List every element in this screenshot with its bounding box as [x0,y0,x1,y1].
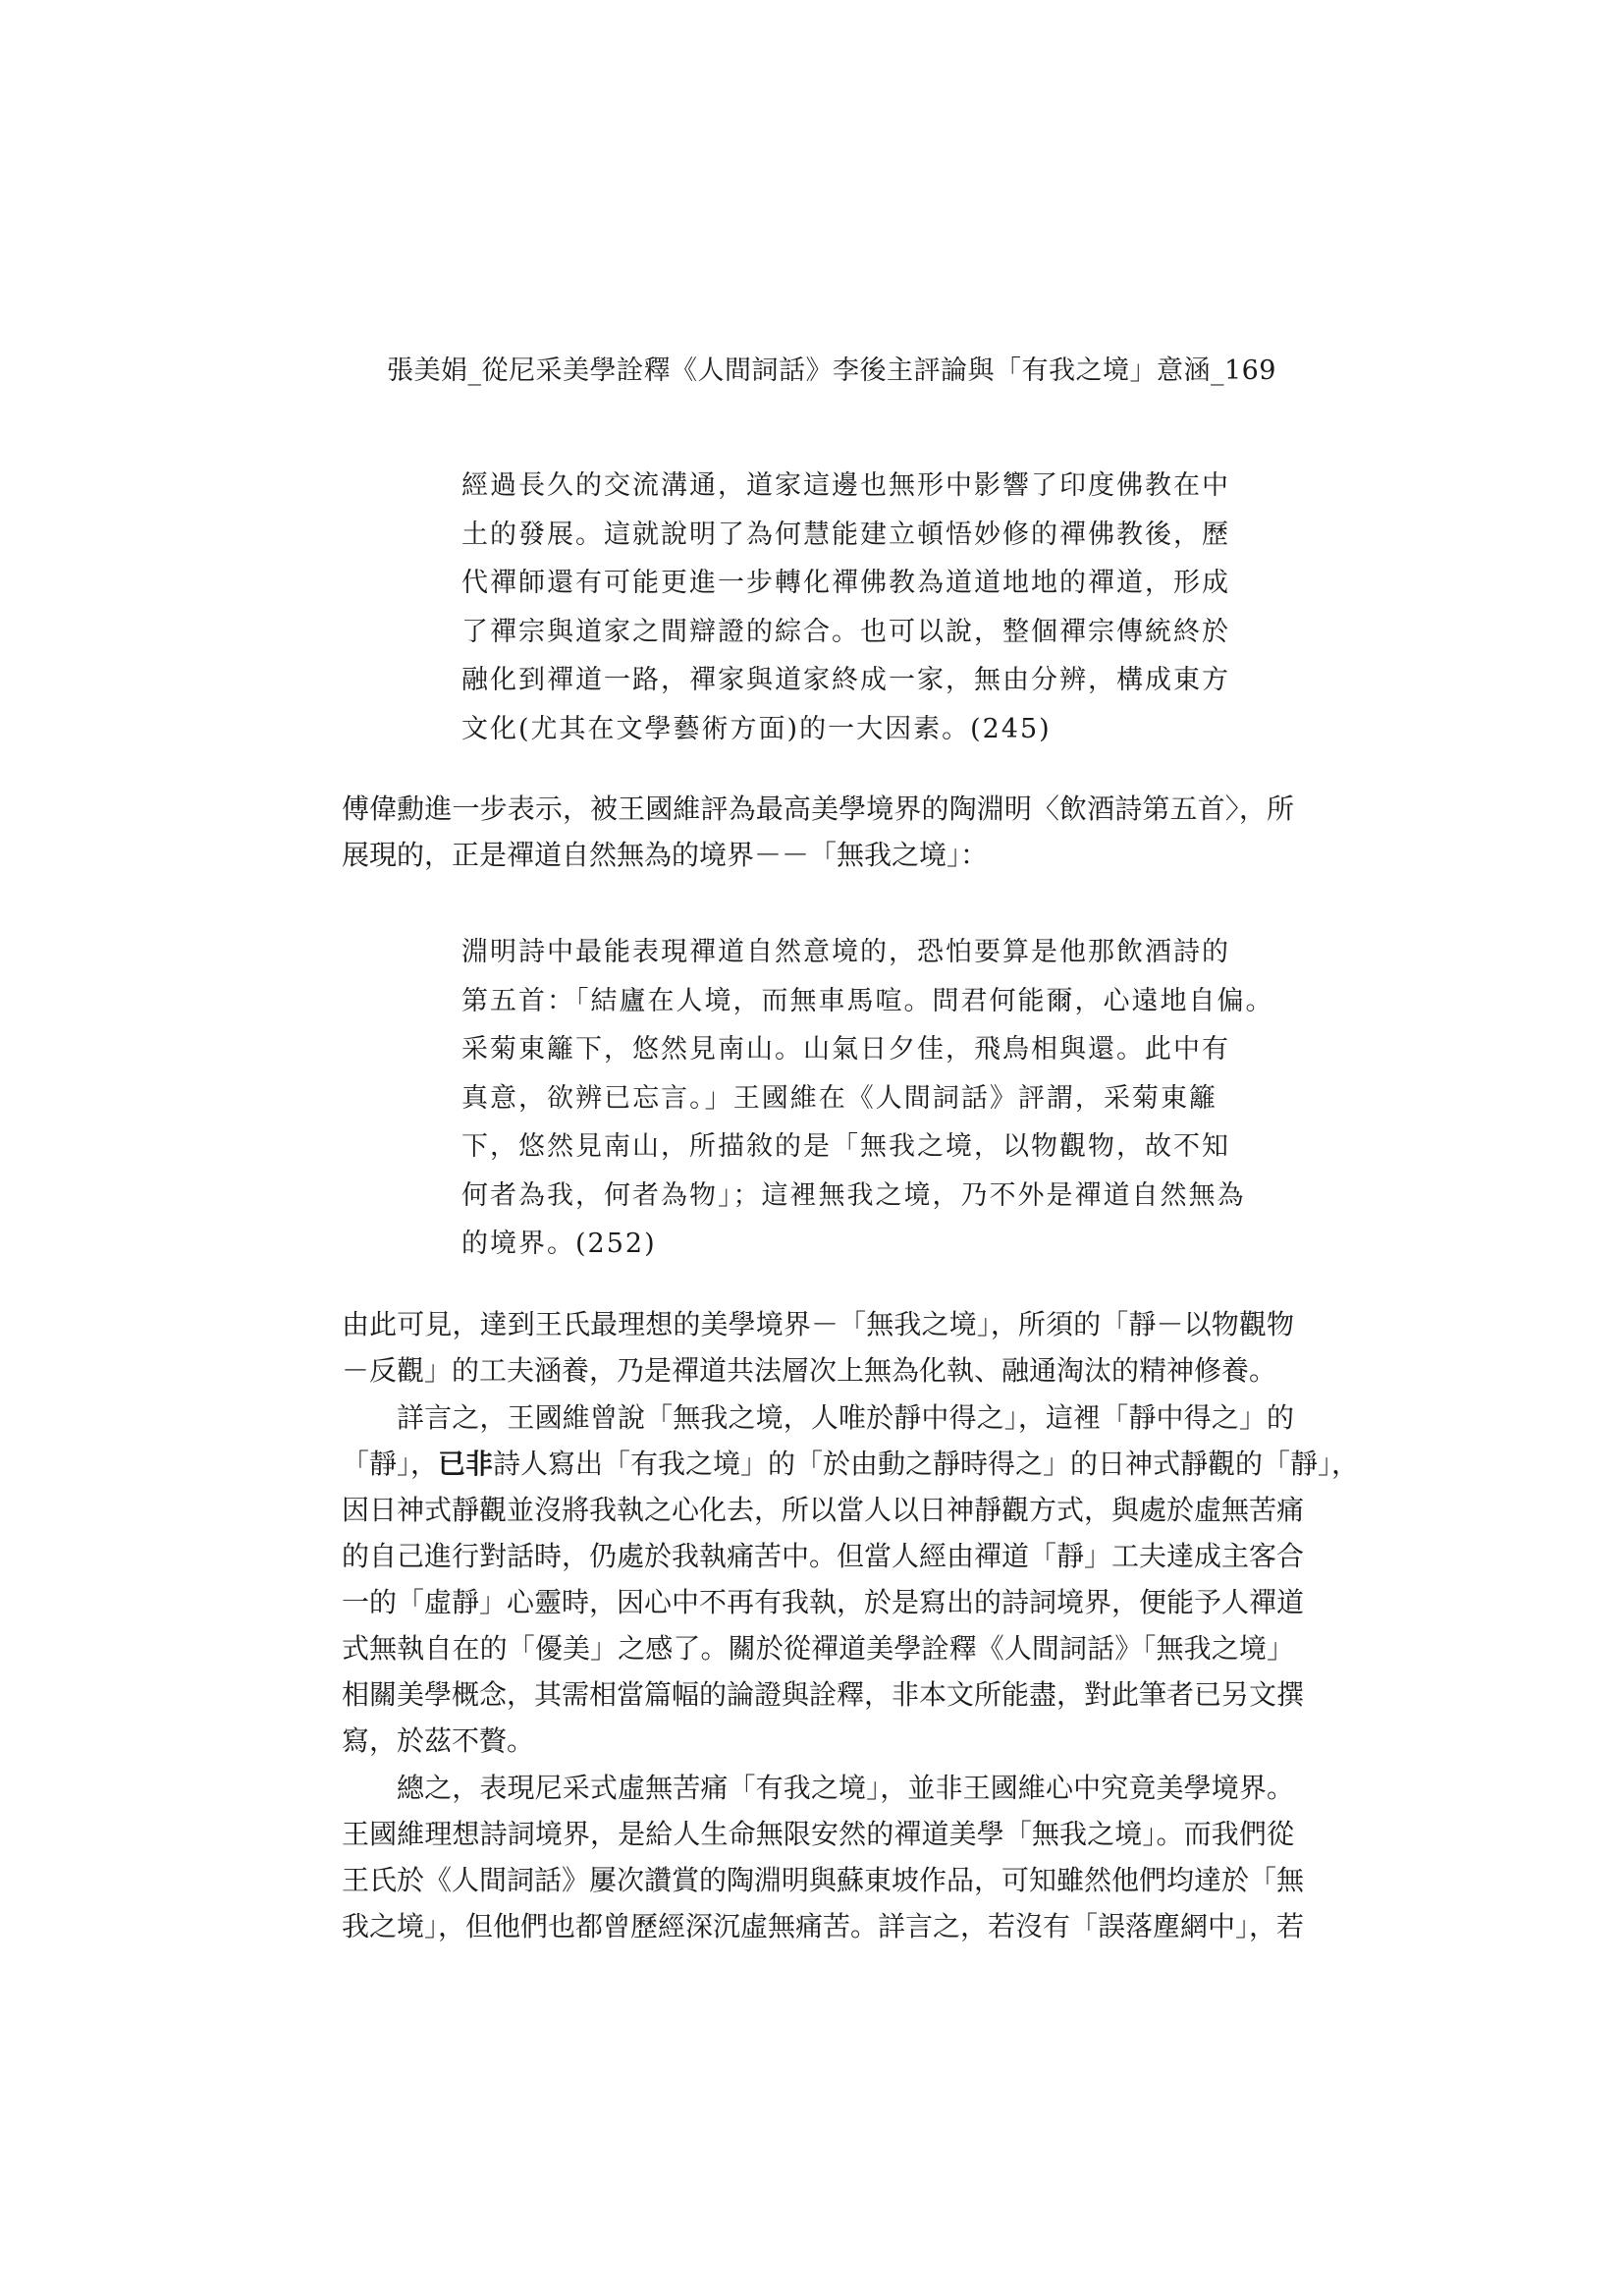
paragraph-line: 王氏於《人間詞話》屢次讚賞的陶淵明與蘇東坡作品，可知雖然他們均達於「無 [342,1864,1305,1896]
paragraph-line [342,1441,1360,1487]
quote-line: 真意，欲辨已忘言。」王國維在《人間詞話》評謂，采菊東籬 [461,1082,1217,1114]
quote-line: 經過長久的交流溝通，道家這邊也無形中影響了印度佛教在中 [461,470,1230,501]
paragraph-line: 我之境」，但他們也都曾歷經深沉虛無痛苦。詳言之，若沒有「誤落塵網中」，若 [342,1910,1305,1942]
quote-line: 土的發展。這就說明了為何慧能建立頓悟妙修的禪佛教後，歷 [461,519,1230,550]
quote-line: 何者為我，何者為物」；這裡無我之境，乃不外是禪道自然無為 [461,1179,1246,1211]
paragraph-line: 相關美學概念，其需相當篇幅的論證與詮釋，非本文所能盡，對此筆者已另文撰 [342,1678,1305,1711]
paragraph-line: 一的「虛靜」心靈時，因心中不再有我執，於是寫出的詩詞境界，便能予人禪道 [342,1586,1305,1618]
quote-line: 下，悠然見南山，所描敘的是「無我之境，以物觀物，故不知 [461,1131,1230,1162]
paragraph-line: 傅偉勳進一步表示，被王國維評為最高美學境界的陶淵明〈飲酒詩第五首〉，所 [342,793,1294,825]
paragraph-line: 由此可見，達到王氏最理想的美學境界－「無我之境」，所須的「靜－以物觀物 [342,1308,1294,1340]
quote-line: 代禪師還有可能更進一步轉化禪佛教為道道地地的禪道，形成 [461,568,1230,598]
paragraph-line: 詳言之，王國維曾說「無我之境，人唯於靜中得之」，這裡「靜中得之」的 [397,1401,1294,1434]
quote-line: 融化到禪道一路，禪家與道家終成一家，無由分辨，構成東方 [461,665,1230,695]
paragraph-line: 總之，表現尼采式虛無苦痛「有我之境」，並非王國維心中究竟美學境界。 [397,1772,1294,1804]
paragraph-1 [342,786,1294,878]
quote-line: 的境界。(252) [461,1229,657,1259]
running-header: 張美娟_從尼采美學詮釋《人間詞話》李後主評論與「有我之境」意涵_169 [386,355,1276,386]
paragraph-line: －反觀」的工夫涵養，乃是禪道共法層次上無為化執、融通淘汰的精神修養。 [342,1354,1277,1387]
paragraph-line: 寫，於茲不贅。 [342,1724,535,1757]
paragraph-line: 的自己進行對話時，仍處於我執痛苦中。但當人經由禪道「靜」工夫達成主客合 [342,1540,1305,1572]
quote-line: 了禪宗與道家之間辯證的綜合。也可以說，整個禪宗傳統終於 [461,616,1230,647]
bold-emphasis: 已非 [438,1448,494,1480]
paragraph-line: 式無執自在的「優美」之感了。關於從禪道美學詮釋《人間詞話》「無我之境」 [342,1632,1294,1665]
paragraph-line: 王國維理想詩詞境界，是給人生命無限安然的禪道美學「無我之境」。而我們從 [342,1818,1294,1850]
block-quote-1 [461,462,1230,753]
block-quote-2 [461,928,1274,1269]
paragraph-line: 展現的，正是禪道自然無為的境界－－「無我之境」： [342,839,989,871]
inline-text: 詩人寫出「有我之境」的「於由動之靜時得之」的日神式靜觀的「靜」， [493,1448,1360,1480]
paragraph-line: 因日神式靜觀並沒將我執之心化去，所以當人以日神靜觀方式，與處於虛無苦痛 [342,1494,1305,1526]
paragraph-3 [342,1394,1360,1764]
quote-line: 第五首：「結廬在人境，而無車馬喧。問君何能爾，心遠地自偏。 [461,985,1274,1016]
inline-text: 「靜」， [342,1448,439,1480]
paragraph-4 [342,1765,1305,1949]
paragraph-2 [342,1301,1294,1394]
quote-line: 文化(尤其在文學藝術方面)的一大因素。(245) [461,713,1052,744]
quote-line: 采菊東籬下，悠然見南山。山氣日夕佳，飛鳥相與還。此中有 [461,1034,1230,1065]
quote-line: 淵明詩中最能表現禪道自然意境的，恐怕要算是他那飲酒詩的 [461,937,1230,967]
